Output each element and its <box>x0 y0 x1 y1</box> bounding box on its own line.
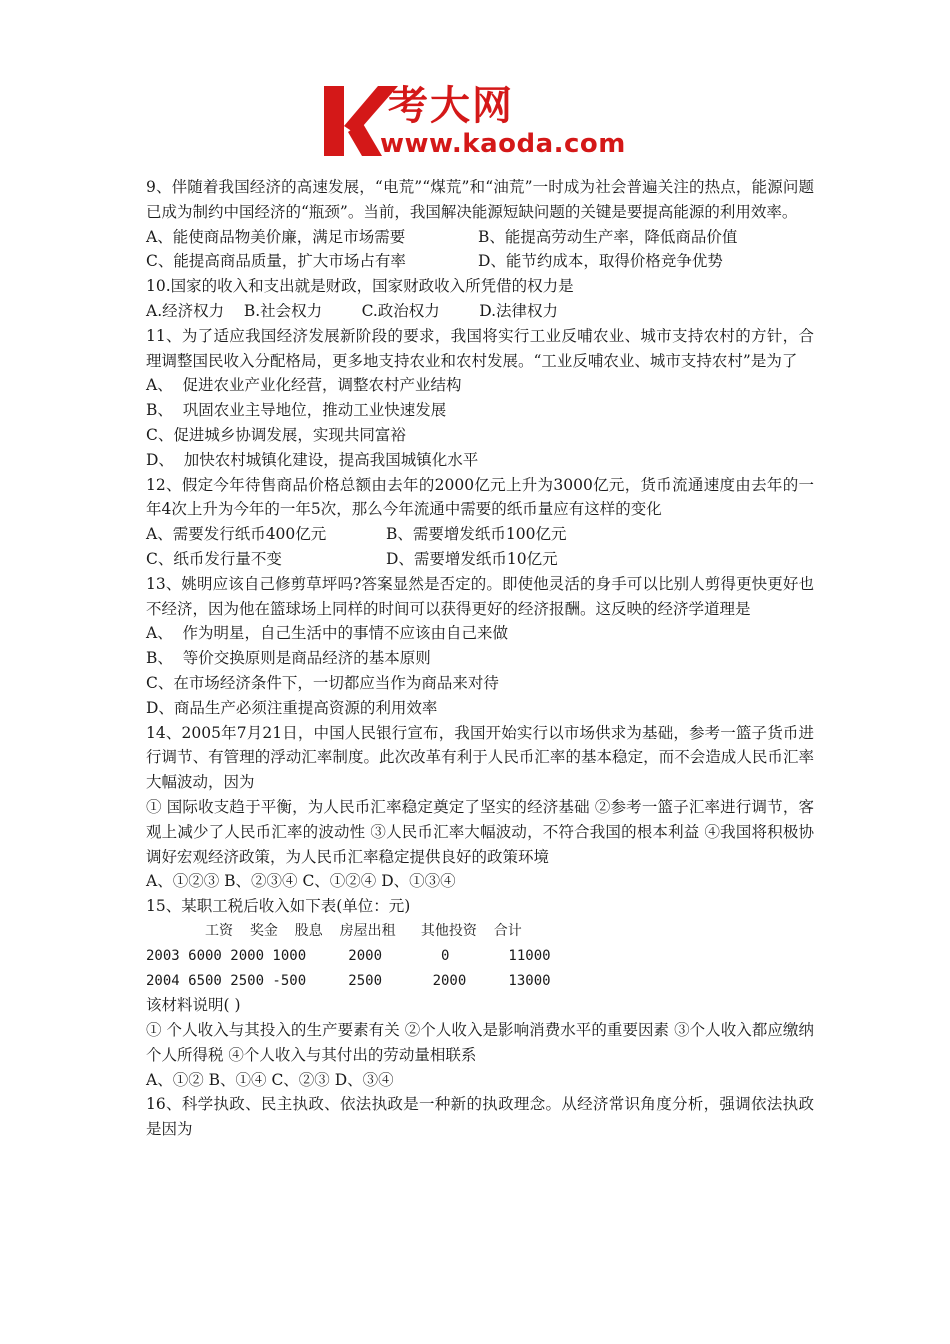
option-c: C、能提高商品质量，扩大市场占有率 <box>146 252 406 271</box>
question-9-options-cd <box>146 249 814 274</box>
option-a: A、能使商品物美价廉，满足市场需要 <box>146 227 406 246</box>
question-12-options-ab <box>146 522 814 547</box>
option-d: D、 加快农村城镇化建设，提高我国城镇化水平 <box>146 450 479 469</box>
question-15-options: A、①② B、①④ C、②③ D、③④ <box>146 1070 394 1089</box>
income-table-row: 2003 6000 2000 1000 2000 0 11000 <box>146 947 551 964</box>
question-9-options-ab <box>146 225 814 250</box>
option-d: D、能节约成本，取得价格竞争优势 <box>478 252 723 271</box>
question-16-stem: 16、科学执政、民主执政、依法执政是一种新的执政理念。从经济常识角度分析，强调依法执政是因为 <box>146 1095 814 1139</box>
option-b: B、能提高劳动生产率，降低商品价值 <box>478 227 738 246</box>
option-d: D、商品生产必须注重提高资源的利用效率 <box>146 698 438 717</box>
option-c: C、促进城乡协调发展，实现共同富裕 <box>146 425 406 444</box>
kaoda-logo <box>318 82 638 162</box>
question-12-options-cd <box>146 547 814 572</box>
question-9-stem: 9、伴随着我国经济的高速发展，“电荒”“煤荒”和“油荒”一时成为社会普遍关注的热点，能源问题已成为制约中国经济的“瓶颈”。当前，我国解决能源短缺问题的关键是要提高能源的利用效率。 <box>146 178 814 221</box>
logo-url-text: www.kaoda.com <box>380 129 626 159</box>
question-10-options: A.经济权力 B.社会权力 C.政治权力 D.法律权力 <box>146 301 559 320</box>
question-13-stem: 13、姚明应该自己修剪草坪吗?答案显然是否定的。即使他灵活的身手可以比别人剪得更快更好也不经济，因为他在篮球场上同样的时间可以获得更好的经济报酬。这反映的经济学道理是 <box>146 574 814 618</box>
question-15-items: ① 个人收入与其投入的生产要素有关 ②个人收入是影响消费水平的重要因素 ③个人收入都应缴纳个人所得税 ④个人收入与其付出的劳动量相联系 <box>146 1021 814 1064</box>
option-a: A、 作为明星，自己生活中的事情不应该由自己来做 <box>146 624 509 643</box>
question-14-items: ① 国际收支趋于平衡，为人民币汇率稳定奠定了坚实的经济基础 ②参考一篮子汇率进行调节，客观上减少了人民币汇率的波动性 ③人民币汇率大幅波动，不符合我国的根本利益 ④我国将积极协调好宏观经济政策，为人民币汇率稳定提供良好的政策环境 <box>146 797 814 866</box>
option-a: A、 促进农业产业化经营，调整农村产业结构 <box>146 376 462 395</box>
option-b: B、 巩固农业主导地位，推动工业快速发展 <box>146 401 447 420</box>
logo-chinese-text: 考大网 <box>388 83 514 129</box>
option-b: B、 等价交换原则是商品经济的基本原则 <box>146 649 431 668</box>
question-14-options: A、①②③ B、②③④ C、①②④ D、①③④ <box>146 872 456 891</box>
income-table-row: 2004 6500 2500 -500 2500 2000 13000 <box>146 972 551 989</box>
option-c: C、纸币发行量不变 <box>146 549 282 568</box>
question-15-prompt: 该材料说明( ) <box>146 996 241 1015</box>
income-table-header: 工资 奖金 股息 房屋出租 其他投资 合计 <box>146 922 522 939</box>
question-12-stem: 12、假定今年待售商品价格总额由去年的2000亿元上升为3000亿元，货币流通速度由去年的一年4次上升为今年的一年5次，那么今年流通中需要的纸币量应有这样的变化 <box>146 475 814 519</box>
option-b: B、需要增发纸币100亿元 <box>386 525 567 544</box>
option-d: D、需要增发纸币10亿元 <box>386 549 558 568</box>
option-a: A、需要发行纸币400亿元 <box>146 525 327 544</box>
exam-content <box>146 175 814 1142</box>
question-11-stem: 11、为了适应我国经济发展新阶段的要求，我国将实行工业反哺农业、城市支持农村的方针，合理调整国民收入分配格局，更多地支持农业和农村发展。“工业反哺农业、城市支持农村”是为了 <box>146 326 814 370</box>
question-14-stem: 14、2005年7月21日，中国人民银行宣布，我国开始实行以市场供求为基础，参考一篮子货币进行调节、有管理的浮动汇率制度。此次改革有利于人民币汇率的基本稳定，而不会造成人民币汇率大幅波动，因为 <box>146 723 814 792</box>
question-10-stem: 10.国家的收入和支出就是财政，国家财政收入所凭借的权力是 <box>146 277 574 296</box>
option-c: C、在市场经济条件下，一切都应当作为商品来对待 <box>146 673 499 692</box>
question-15-stem: 15、某职工税后收入如下表(单位：元) <box>146 897 411 916</box>
